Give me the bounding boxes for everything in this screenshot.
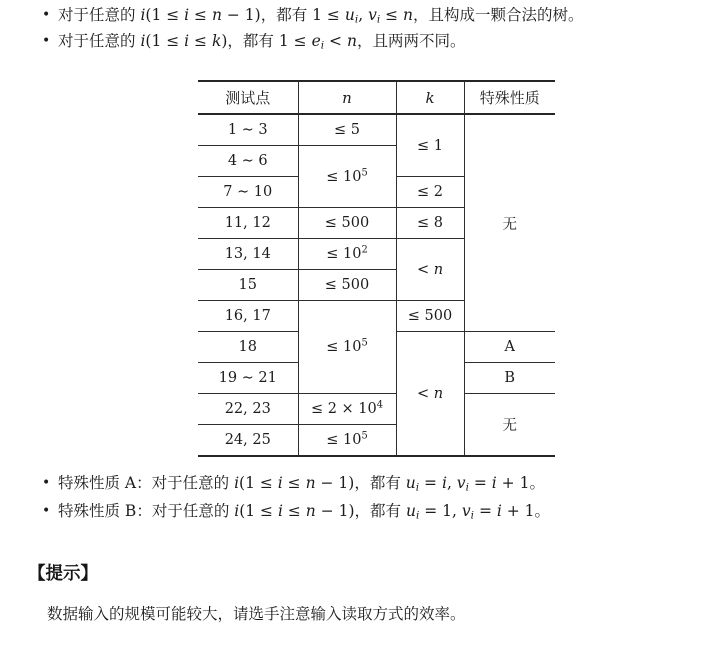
constraint-bullet-list xyxy=(58,3,584,55)
cell-k: ≤ 2 xyxy=(396,177,464,208)
cell-n: ≤ $10^5$ xyxy=(298,146,396,208)
cell-tests: 22, 23 xyxy=(198,394,298,425)
cell-tests: 1 ∼ 3 xyxy=(198,114,298,146)
cell-n: ≤ $10^2$ xyxy=(298,239,396,270)
cell-special: A xyxy=(464,332,555,363)
cell-k: ≤ 500 xyxy=(396,301,464,332)
cell-tests: 7 ∼ 10 xyxy=(198,177,298,208)
cell-k: ≤ 1 xyxy=(396,114,464,177)
cell-k: < n xyxy=(396,239,464,301)
special-property-bullet-list xyxy=(58,471,550,526)
cell-n: ≤ 500 xyxy=(298,270,396,301)
cell-tests: 18 xyxy=(198,332,298,363)
header-testcase: 测试点 xyxy=(198,81,298,114)
bullet-special-property-a: • 特殊性质 A：对于任意的 i(1 ≤ i ≤ n − 1)，都有 $u_i = i$, $v_i = i + 1$。 xyxy=(58,471,550,497)
cell-special: 无 xyxy=(464,394,555,457)
header-special-property: 特殊性质 xyxy=(464,81,555,114)
cell-k: < n xyxy=(396,332,464,457)
cell-tests: 24, 25 xyxy=(198,425,298,457)
bullet-tree-constraint: • 对于任意的 i(1 ≤ i ≤ n − 1)，都有 $1 \le u_i$, $v_i \le n$，且构成一颗合法的树。 xyxy=(58,3,584,27)
header-n: n xyxy=(298,81,396,114)
bullet-special-property-b: • 特殊性质 B：对于任意的 i(1 ≤ i ≤ n − 1)，都有 $u_i = 1$, $v_i = i + 1$。 xyxy=(58,499,550,525)
header-k: k xyxy=(396,81,464,114)
cell-n: ≤ $10^5$ xyxy=(298,425,396,457)
cell-n: ≤ $10^5$ xyxy=(298,301,396,394)
cell-k: ≤ 8 xyxy=(396,208,464,239)
cell-tests: 11, 12 xyxy=(198,208,298,239)
bullet-edge-constraint: • 对于任意的 i(1 ≤ i ≤ k)，都有 $1 \le e_i < n$，且两两不同。 xyxy=(58,29,584,53)
cell-tests: 13, 14 xyxy=(198,239,298,270)
table-row xyxy=(198,114,555,146)
cell-n: ≤ 5 xyxy=(298,114,396,146)
cell-n: ≤ 500 xyxy=(298,208,396,239)
hint-body-text: 数据输入的规模可能较大，请选手注意输入读取方式的效率。 xyxy=(47,605,466,623)
hint-section-heading: 【提示】 xyxy=(28,564,98,584)
cell-special: 无 xyxy=(464,114,555,332)
table-row xyxy=(198,394,555,425)
cell-special: B xyxy=(464,363,555,394)
cell-n: ≤ $2 \times 10^4$ xyxy=(298,394,396,425)
table-header-row xyxy=(198,81,555,114)
cell-tests: 15 xyxy=(198,270,298,301)
constraints-table xyxy=(198,80,555,457)
cell-tests: 16, 17 xyxy=(198,301,298,332)
cell-tests: 19 ∼ 21 xyxy=(198,363,298,394)
cell-tests: 4 ∼ 6 xyxy=(198,146,298,177)
constraints-table-wrapper xyxy=(198,80,555,457)
